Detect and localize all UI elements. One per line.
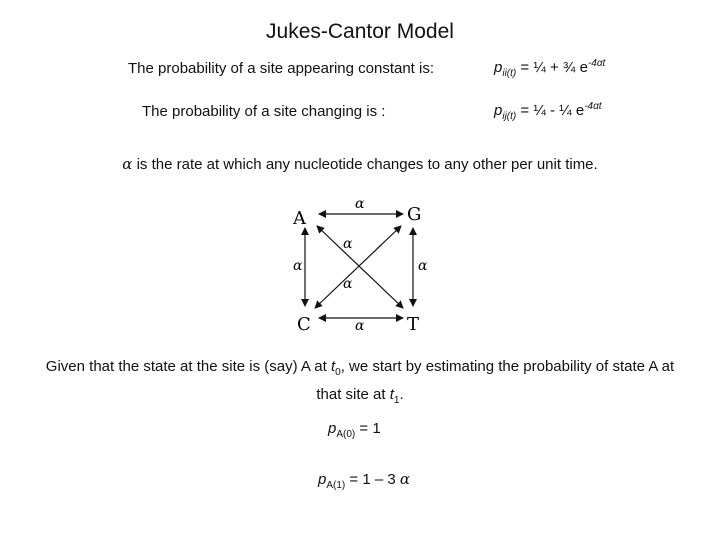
rate-label-right: α: [418, 258, 428, 274]
rate-label-top: α: [355, 196, 365, 212]
formula-rhs: = ¼ - ¼ e: [516, 102, 585, 119]
node-a: A: [293, 208, 306, 229]
slide-title: Jukes-Cantor Model: [266, 20, 454, 43]
given-text-2: , we start by estimating the probability of state A at that site at: [316, 358, 675, 403]
equation-pa0: [328, 420, 381, 440]
rate-text: is the rate at which any nucleotide changes to any other per unit time.: [132, 156, 598, 173]
given-paragraph: [40, 356, 680, 412]
given-text-1: Given that the state at the site is (say) A at: [45, 358, 331, 375]
formula-rhs: = ¼ + ¾ e: [516, 59, 588, 76]
t0-subscript: 0: [335, 367, 341, 378]
alpha-symbol: α: [122, 155, 133, 173]
node-c: C: [297, 314, 311, 334]
substitution-diagram: [285, 196, 435, 334]
formula-exponent: -4αt: [584, 101, 602, 112]
changing-formula: [494, 101, 602, 122]
node-t: T: [407, 314, 420, 334]
rate-label-diag-lower: α: [343, 276, 353, 292]
alpha-symbol: α: [399, 470, 411, 488]
edge-g-c: [315, 226, 401, 308]
given-text-3: .: [399, 386, 404, 403]
eq-subscript: A(0): [336, 429, 356, 440]
t-symbol: t: [330, 358, 336, 375]
t-symbol: t: [389, 386, 394, 403]
constant-statement: The probability of a site appearing constant is:: [128, 60, 435, 77]
node-g: G: [407, 204, 422, 225]
constant-formula: [494, 58, 605, 79]
formula-exponent: -4αt: [587, 58, 606, 69]
eq-rhs: = 1: [355, 420, 381, 437]
eq-rhs: = 1 – 3: [345, 471, 400, 488]
changing-statement: The probability of a site changing is :: [142, 103, 386, 120]
eq-subscript: A(1): [326, 480, 346, 491]
rate-label-left: α: [293, 258, 303, 274]
rate-label-bottom: α: [355, 318, 365, 334]
rate-definition: [0, 155, 720, 173]
formula-subscript: ii(t): [502, 68, 517, 79]
eq-p: p: [318, 471, 327, 488]
t1-subscript: 1: [393, 395, 400, 406]
formula-p: p: [494, 102, 503, 119]
eq-p: p: [328, 420, 337, 437]
rate-label-diag-upper: α: [343, 236, 353, 252]
formula-p: p: [494, 59, 503, 76]
formula-subscript: ij(t): [502, 111, 517, 122]
edge-a-t: [317, 226, 403, 308]
equation-pa1: [318, 470, 410, 491]
